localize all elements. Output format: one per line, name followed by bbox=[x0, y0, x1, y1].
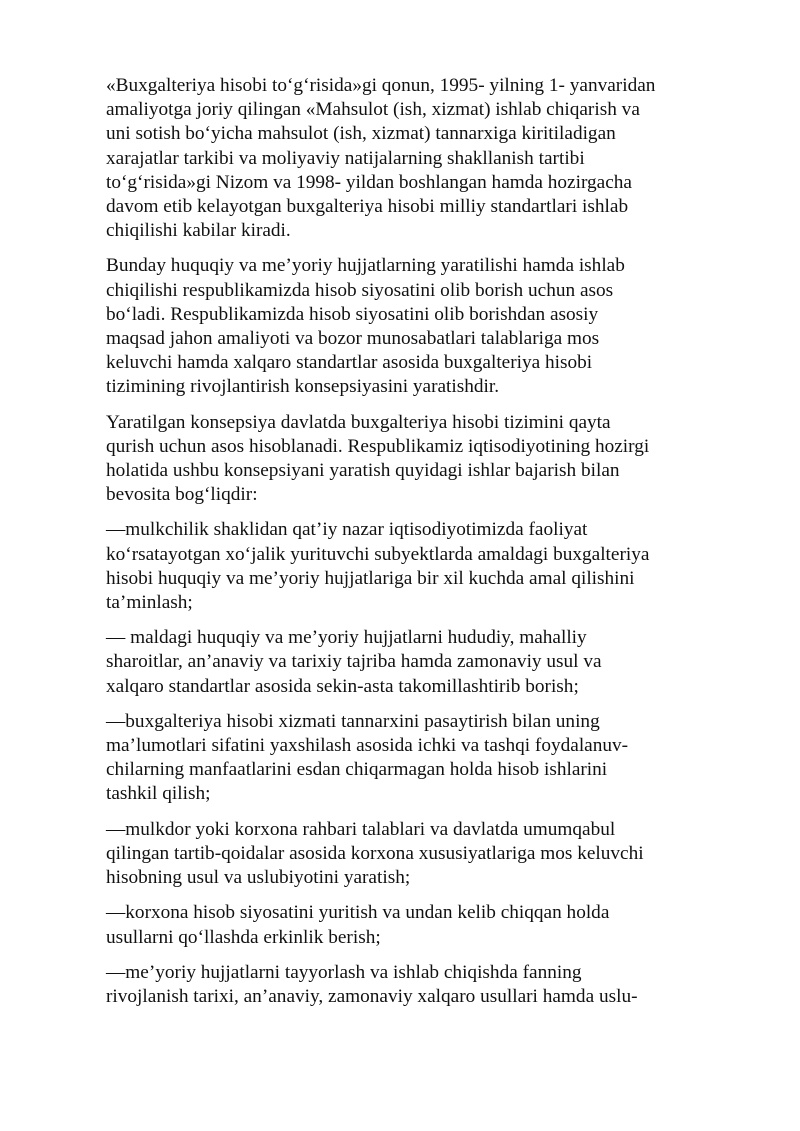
text-line: tashkil qilish; bbox=[106, 783, 211, 805]
text-line: chiqilishi kabilar kiradi. bbox=[106, 220, 291, 242]
text-line: tizimining rivojlantirish konsepsiyasini yaratishdir. bbox=[106, 376, 500, 398]
text-line: bevosita bog‘liqdir: bbox=[106, 484, 258, 506]
text-line: rivojlanish tarixi, an’anaviy, zamonaviy xalqaro usullari hamda uslu- bbox=[106, 985, 638, 1007]
list-item bbox=[106, 710, 726, 807]
text-line: —me’yoriy hujjatlarni tayyorlash va ishlab chiqishda fanning bbox=[106, 961, 582, 983]
text-line: uni sotish bo‘yicha mahsulot (ish, xizmat) tannarxiga kiritiladigan bbox=[106, 123, 616, 145]
text-line: qurish uchun asos hisoblanadi. Respublikamiz iqtisodiyotining hozirgi bbox=[106, 435, 650, 457]
paragraph-law-references bbox=[106, 74, 726, 243]
text-line: —mulkchilik shaklidan qat’iy nazar iqtisodiyotimizda faoliyat bbox=[106, 519, 588, 541]
text-line: Yaratilgan konsepsiya davlatda buxgalteriya hisobi tizimini qayta bbox=[106, 411, 611, 433]
text-line: xarajatlar tarkibi va moliyaviy natijalarning shakllanish tartibi bbox=[106, 147, 585, 169]
list-item bbox=[106, 626, 726, 699]
text-line: to‘g‘risida»gi Nizom va 1998- yildan boshlangan hamda hozirgacha bbox=[106, 171, 632, 193]
text-line: usullarni qo‘llashda erkinlik berish; bbox=[106, 926, 381, 948]
text-line: ko‘rsatayotgan xo‘jalik yurituvchi subyektlarda amaldagi buxgalteriya bbox=[106, 543, 650, 565]
text-line: — maldagi huquqiy va me’yoriy hujjatlarni hududiy, mahalliy bbox=[106, 627, 587, 649]
text-line: ta’minlash; bbox=[106, 592, 193, 614]
list-item bbox=[106, 961, 726, 1009]
text-line: —buxgalteriya hisobi xizmati tannarxini pasaytirish bilan uning bbox=[106, 710, 600, 732]
paragraph-concept bbox=[106, 411, 726, 508]
text-line: keluvchi hamda xalqaro standartlar asosida buxgalteriya hisobi bbox=[106, 352, 593, 374]
text-line: sharoitlar, an’anaviy va tarixiy tajriba hamda zamonaviy usul va bbox=[106, 651, 602, 673]
text-line: —mulkdor yoki korxona rahbari talablari va davlatda umumqabul bbox=[106, 818, 616, 840]
text-line: —korxona hisob siyosatini yuritish va undan kelib chiqqan holda bbox=[106, 902, 610, 924]
text-line: chiqilishi respublikamizda hisob siyosatini olib borish uchun asos bbox=[106, 279, 614, 301]
text-line: bo‘ladi. Respublikamizda hisob siyosatini olib borishdan asosiy bbox=[106, 303, 599, 325]
text-line: ma’lumotlari sifatini yaxshilash asosida ichki va tashqi foydalanuv- bbox=[106, 735, 629, 757]
text-line: holatida ushbu konsepsiyani yaratish quyidagi ishlar bajarish bilan bbox=[106, 460, 620, 482]
text-line: hisobi huquqiy va me’yoriy hujjatlariga bir xil kuchda amal qilishini bbox=[106, 567, 635, 589]
text-line: chilarning manfaatlarini esdan chiqarmagan holda hisob ishlarini bbox=[106, 759, 608, 781]
list-item bbox=[106, 901, 726, 949]
text-line: «Buxgalteriya hisobi to‘g‘risida»gi qonun, 1995- yilning 1- yanvaridan bbox=[106, 75, 656, 96]
text-line: hisobning usul va uslubiyotini yaratish; bbox=[106, 867, 411, 889]
list-item bbox=[106, 818, 726, 891]
paragraph-legal-documents bbox=[106, 254, 726, 399]
list-item bbox=[106, 518, 726, 615]
text-line: xalqaro standartlar asosida sekin-asta takomillashtirib borish; bbox=[106, 675, 579, 697]
text-line: davom etib kelayotgan buxgalteriya hisobi milliy standartlari ishlab bbox=[106, 196, 629, 218]
text-line: amaliyotga joriy qilingan «Mahsulot (ish, xizmat) ishlab chiqarish va bbox=[106, 99, 640, 121]
text-line: Bunday huquqiy va me’yoriy hujjatlarning yaratilishi hamda ishlab bbox=[106, 255, 625, 277]
document-page bbox=[106, 74, 726, 1020]
text-line: maqsad jahon amaliyoti va bozor munosabatlari talablariga mos bbox=[106, 328, 600, 350]
text-line: qilingan tartib-qoidalar asosida korxona xususiyatlariga mos keluvchi bbox=[106, 842, 644, 864]
